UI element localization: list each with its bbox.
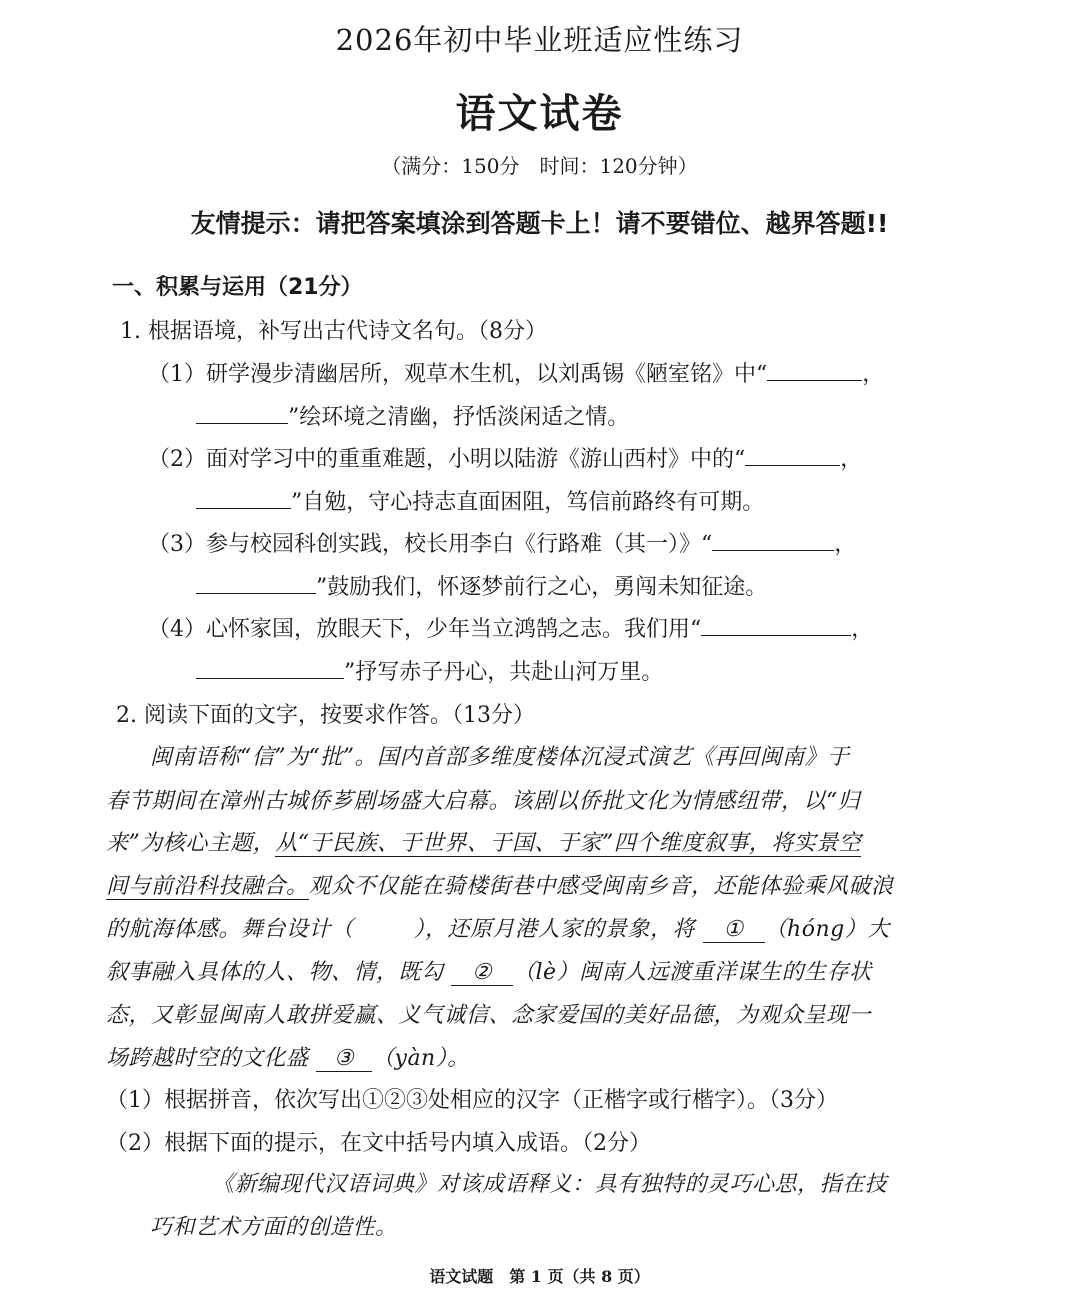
q1-item4-line1 bbox=[148, 612, 873, 643]
q2-underlined-sentence-part1: 从“于民族、于世界、于国、于家”四个维度叙事，将实景空 bbox=[275, 831, 862, 856]
q1-item1-text-a: （1）研学漫步清幽居所，观草木生机，以刘禹锡《陋室铭》中“ bbox=[148, 362, 768, 387]
q2-passage-line5 bbox=[106, 912, 890, 943]
q2-passage-line8-a: 场跨越时空的文化盛 bbox=[106, 1046, 309, 1071]
q1-item4-line2 bbox=[196, 655, 663, 686]
q1-item3-blank1[interactable] bbox=[712, 528, 834, 551]
q2-underlined-sentence-part2: 间与前沿科技融合。 bbox=[106, 874, 309, 899]
q2-passage-line6-a: 叙事融入具体的人、物、情，既勾 bbox=[106, 960, 444, 985]
q2-pinyin-1: （hóng）大 bbox=[764, 917, 890, 942]
q2-passage-line4-b: 观众不仅能在骑楼街巷中感受闽南乡音，还能体验乘风破浪 bbox=[308, 874, 894, 899]
q1-item2-comma: ， bbox=[840, 447, 863, 472]
q2-passage-line5-a: 的航海体感。舞台设计（ bbox=[106, 917, 354, 942]
q1-item3-comma: ， bbox=[834, 532, 857, 557]
q2-fill-marker-3[interactable]: ③ bbox=[316, 1046, 372, 1072]
q2-fill-marker-1[interactable]: ① bbox=[703, 917, 765, 943]
exam-subject-title: 语文试卷 bbox=[455, 90, 624, 137]
exam-score-time: （满分：150分 时间：120分钟） bbox=[381, 154, 698, 178]
q1-item4-text-b: ”抒写赤子丹心，共赴山河万里。 bbox=[344, 660, 664, 685]
q2-passage-line3-a: 来”为核心主题， bbox=[106, 831, 276, 856]
q2-passage-line5-b: ），还原月港人家的景象，将 bbox=[413, 917, 696, 942]
q2-passage-line4 bbox=[106, 869, 894, 900]
exam-tip: 友情提示：请把答案填涂到答题卡上！请不要错位、越界答题!! bbox=[190, 209, 889, 238]
q1-item3-blank2[interactable] bbox=[196, 571, 316, 594]
q1-item1-line1 bbox=[148, 357, 884, 388]
q1-item2-text-a: （2）面对学习中的重重难题，小明以陆游《游山西村》中的“ bbox=[148, 447, 746, 472]
q1-item3-line2 bbox=[196, 570, 767, 601]
q1-item1-blank2[interactable] bbox=[196, 401, 288, 424]
q1-item2-text-b: ”自勉，守心持志直面困阻，笃信前路终有可期。 bbox=[291, 490, 765, 515]
q2-passage-line6 bbox=[106, 955, 872, 986]
q1-item1-line2 bbox=[196, 400, 629, 431]
q2-pinyin-2: （lè）闽南人远渡重洋谋生的生存状 bbox=[513, 960, 872, 985]
q1-item2-blank2[interactable] bbox=[196, 486, 291, 509]
q1-item2-blank1[interactable] bbox=[745, 443, 840, 466]
q2-passage-line2: 春节期间在漳州古城侨芗剧场盛大启幕。该剧以侨批文化为情感纽带，以“归 bbox=[106, 789, 861, 814]
q1-item3-line1 bbox=[148, 527, 856, 558]
page-footer: 语文试题 第 1 页（共 8 页） bbox=[429, 1267, 650, 1286]
q2-passage-line1: 闽南语称“信”为“批”。国内首部多维度楼体沉浸式演艺《再回闽南》于 bbox=[150, 745, 850, 770]
section1-heading: 一、积累与运用（21分） bbox=[112, 275, 363, 300]
q1-item1-text-b: ”绘环境之清幽，抒恬淡闲适之情。 bbox=[288, 405, 630, 430]
q2-hint-line2: 巧和艺术方面的创造性。 bbox=[150, 1215, 398, 1240]
q2-pinyin-3: （yàn）。 bbox=[372, 1046, 470, 1071]
q1-item4-blank2[interactable] bbox=[196, 656, 344, 679]
q2-passage-line8 bbox=[106, 1041, 470, 1072]
q1-stem: 1. 根据语境，补写出古代诗文名句。（8分） bbox=[120, 319, 547, 344]
q1-item4-text-a: （4）心怀家国，放眼天下，少年当立鸿鹄之志。我们用“ bbox=[148, 617, 702, 642]
q1-item3-text-b: ”鼓励我们，怀逐梦前行之心，勇闯未知征途。 bbox=[316, 575, 768, 600]
q2-fill-marker-2[interactable]: ② bbox=[451, 960, 513, 986]
q1-item3-text-a: （3）参与校园科创实践，校长用李白《行路难（其一）》“ bbox=[148, 532, 713, 557]
q2-passage-line3 bbox=[106, 826, 861, 857]
exam-title-line1: 2026年初中毕业班适应性练习 bbox=[335, 23, 744, 57]
q2-subquestion-1: （1）根据拼音，依次写出①②③处相应的汉字（正楷字或行楷字）。（3分） bbox=[106, 1088, 838, 1113]
q2-stem: 2. 阅读下面的文字，按要求作答。（13分） bbox=[116, 703, 535, 728]
q2-subquestion-2: （2）根据下面的提示，在文中括号内填入成语。（2分） bbox=[106, 1131, 651, 1156]
q1-item1-comma: ， bbox=[862, 362, 885, 387]
q1-item1-blank1[interactable] bbox=[767, 358, 862, 381]
q2-hint-line1: 《新编现代汉语词典》对该成语释义：具有独特的灵巧心思，指在技 bbox=[212, 1172, 888, 1197]
q1-item2-line2 bbox=[196, 485, 764, 516]
q1-item4-comma: ， bbox=[851, 617, 874, 642]
q2-passage-line7: 态，又彰显闽南人敢拼爱赢、义气诚信、念家爱国的美好品德，为观众呈现一 bbox=[106, 1003, 872, 1028]
q1-item2-line1 bbox=[148, 442, 862, 473]
q1-item4-blank1[interactable] bbox=[701, 613, 851, 636]
